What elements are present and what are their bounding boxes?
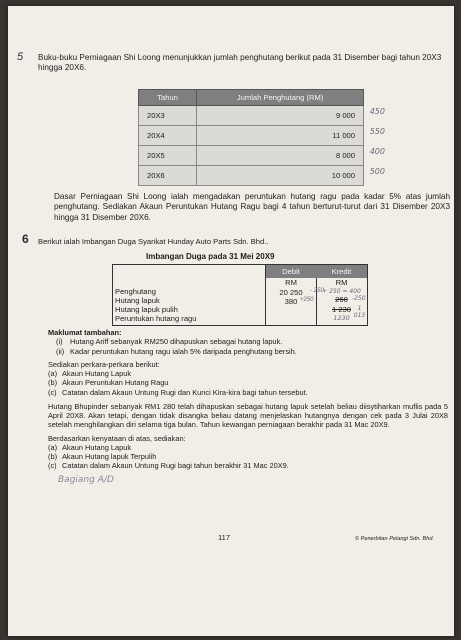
prep-item: [48, 388, 448, 397]
row-label: Peruntukan hutang ragu: [115, 314, 197, 324]
amount-cell: [197, 106, 385, 126]
question-6-number: 6: [22, 232, 29, 246]
year-cell: 20X6: [139, 166, 197, 186]
table-row: [139, 106, 364, 126]
debit-row-1: [266, 287, 324, 297]
item-text: Akaun Hutang lapuk Terpulih: [62, 452, 157, 461]
table-row: [139, 166, 364, 186]
table-row: [139, 146, 364, 166]
amount-cell: [197, 166, 385, 186]
year-cell: 20X5: [139, 146, 197, 166]
prep-item: [48, 443, 448, 452]
trial-balance-labels: [115, 287, 197, 323]
kredit-row-2: [316, 304, 367, 320]
item-marker: (c): [48, 387, 57, 397]
item-marker: (b): [48, 378, 58, 388]
debit-value: 380: [284, 297, 298, 307]
handwritten-note: 500: [369, 167, 385, 177]
copyright-notice: © Penerbitan Pelangi Sdn. Bhd.: [354, 536, 434, 542]
year-cell: 20X3: [139, 106, 197, 126]
amount-value: 8 000: [335, 151, 355, 161]
currency-label: RM: [285, 278, 297, 288]
debit-value: 20 250: [279, 287, 303, 297]
item-marker: (c): [48, 461, 57, 471]
trial-balance-title: Imbangan Duga pada 31 Mei 20X9: [146, 252, 275, 261]
item-marker: (a): [48, 442, 58, 452]
handwritten-note: +250: [300, 297, 314, 304]
handwritten-note: - 250: [310, 287, 324, 294]
prep-item: [48, 452, 448, 461]
handwritten-note: 400: [369, 147, 385, 157]
question-5-number: 5: [17, 51, 24, 63]
item-text: Kadar peruntukan hutang ragu ialah 5% daripada penghutang bersih.: [70, 346, 297, 356]
amount-cell: [197, 146, 385, 166]
amount-value: 11 000: [332, 131, 355, 141]
textbook-page: [8, 6, 454, 636]
handwritten-note: 1 013: [353, 304, 366, 320]
handwritten-note: 450: [369, 107, 385, 117]
debtors-table: [138, 89, 385, 186]
item-text: Akaun Hutang Lapuk: [62, 442, 132, 452]
prep-item: [48, 461, 448, 470]
row-label: Penghutang: [115, 287, 156, 296]
kredit-value: 260: [335, 295, 348, 305]
handwritten-note: + 250 = 400: [322, 287, 361, 295]
item-text: Catatan dalam Akaun Untung Rugi bagi tahun berakhir 31 Mac 20X9.: [62, 461, 289, 471]
year-cell: 20X4: [139, 126, 197, 146]
handwritten-scribble: Bagiang A/D: [58, 474, 114, 485]
item-marker: (b): [48, 452, 58, 461]
kredit-column: [316, 265, 367, 325]
prep-item: [48, 369, 448, 378]
question-5-intro: Buku-buku Perniagaan Shi Loong menunjukkan jumlah penghutang berikut pada 31 Disember bagi tahun 20X3 hingga 20X6.: [38, 53, 442, 73]
row-label: Hutang lapuk: [115, 296, 160, 306]
item-text: Hutang Ariff sebanyak RM250 dihapuskan sebagai hutang lapuk.: [70, 337, 283, 347]
handwritten-note: 550: [369, 127, 385, 137]
question-6-intro: Berikut ialah Imbangan Duga Syarikat Hunday Auto Parts Sdn. Bhd..: [38, 237, 269, 246]
row-label: Hutang lapuk pulih: [115, 305, 178, 315]
amount-value: 9 000: [335, 111, 355, 121]
info-item: [56, 337, 448, 346]
question-5-instructions: Dasar Perniagaan Shi Loong ialah mengadakan peruntukan hutang ragu pada kadar 5% atas jumlah penghutang. Sediakan Akaun Peruntukan Hutang Ragu bagi 4 tahun berturut-turut dari 31 Disember 20X3 hingga 31 Disember 20X6.: [54, 192, 450, 222]
kredit-row-1: [316, 295, 367, 304]
item-text: Akaun Peruntukan Hutang Ragu: [62, 378, 169, 388]
question-7-text: Hutang Bhupinder sebanyak RM1 280 telah dihapuskan sebagai hutang lapuk setelah beliau diisytiharkan muflis pada 5 April 20X8. Akan tetapi, dengan tidak disangka beliau datang menjelaskan hutangnya dengan cek pada 3 Julai 20X8 setelah menghilangkan diri selama tiga bulan. Tahun kewangan perniagaan berakhir pada 31 Mac 20X9.: [48, 401, 448, 430]
kredit-header: Kredit: [316, 265, 367, 278]
page-number: 117: [218, 533, 231, 542]
amount-value: 10 000: [331, 171, 355, 181]
item-text: Catatan dalam Akaun Untung Rugi dan Kunci Kira-kira bagi tahun tersebut.: [62, 387, 308, 397]
question-6-details: [48, 328, 448, 486]
column-header-amount: Jumlah Penghutang (RM): [197, 90, 364, 106]
kredit-value: 1 230: [331, 304, 351, 314]
info-title: Maklumat tambahan:: [48, 328, 122, 337]
amount-cell: [197, 126, 385, 146]
debit-column: [265, 265, 324, 325]
handwritten-note: -250: [352, 295, 366, 303]
column-header-year: Tahun: [139, 90, 197, 106]
item-marker: (a): [48, 369, 58, 378]
table-row: [139, 126, 364, 146]
trial-balance-table: [112, 264, 368, 326]
currency-label: RM: [335, 278, 348, 288]
handwritten-note: 1230: [333, 314, 350, 323]
prep-item: [48, 378, 448, 387]
info-item: [56, 347, 448, 356]
prep-title: Sediakan perkara-perkara berikut:: [48, 359, 160, 369]
debit-header: Debit: [266, 265, 316, 278]
debit-row-2: [266, 297, 316, 306]
item-marker: (i): [56, 337, 63, 347]
prep-title: Berdasarkan kenyataan di atas, sediakan:: [48, 433, 186, 443]
item-text: Akaun Hutang Lapuk: [62, 369, 132, 378]
item-marker: (ii): [56, 346, 65, 356]
